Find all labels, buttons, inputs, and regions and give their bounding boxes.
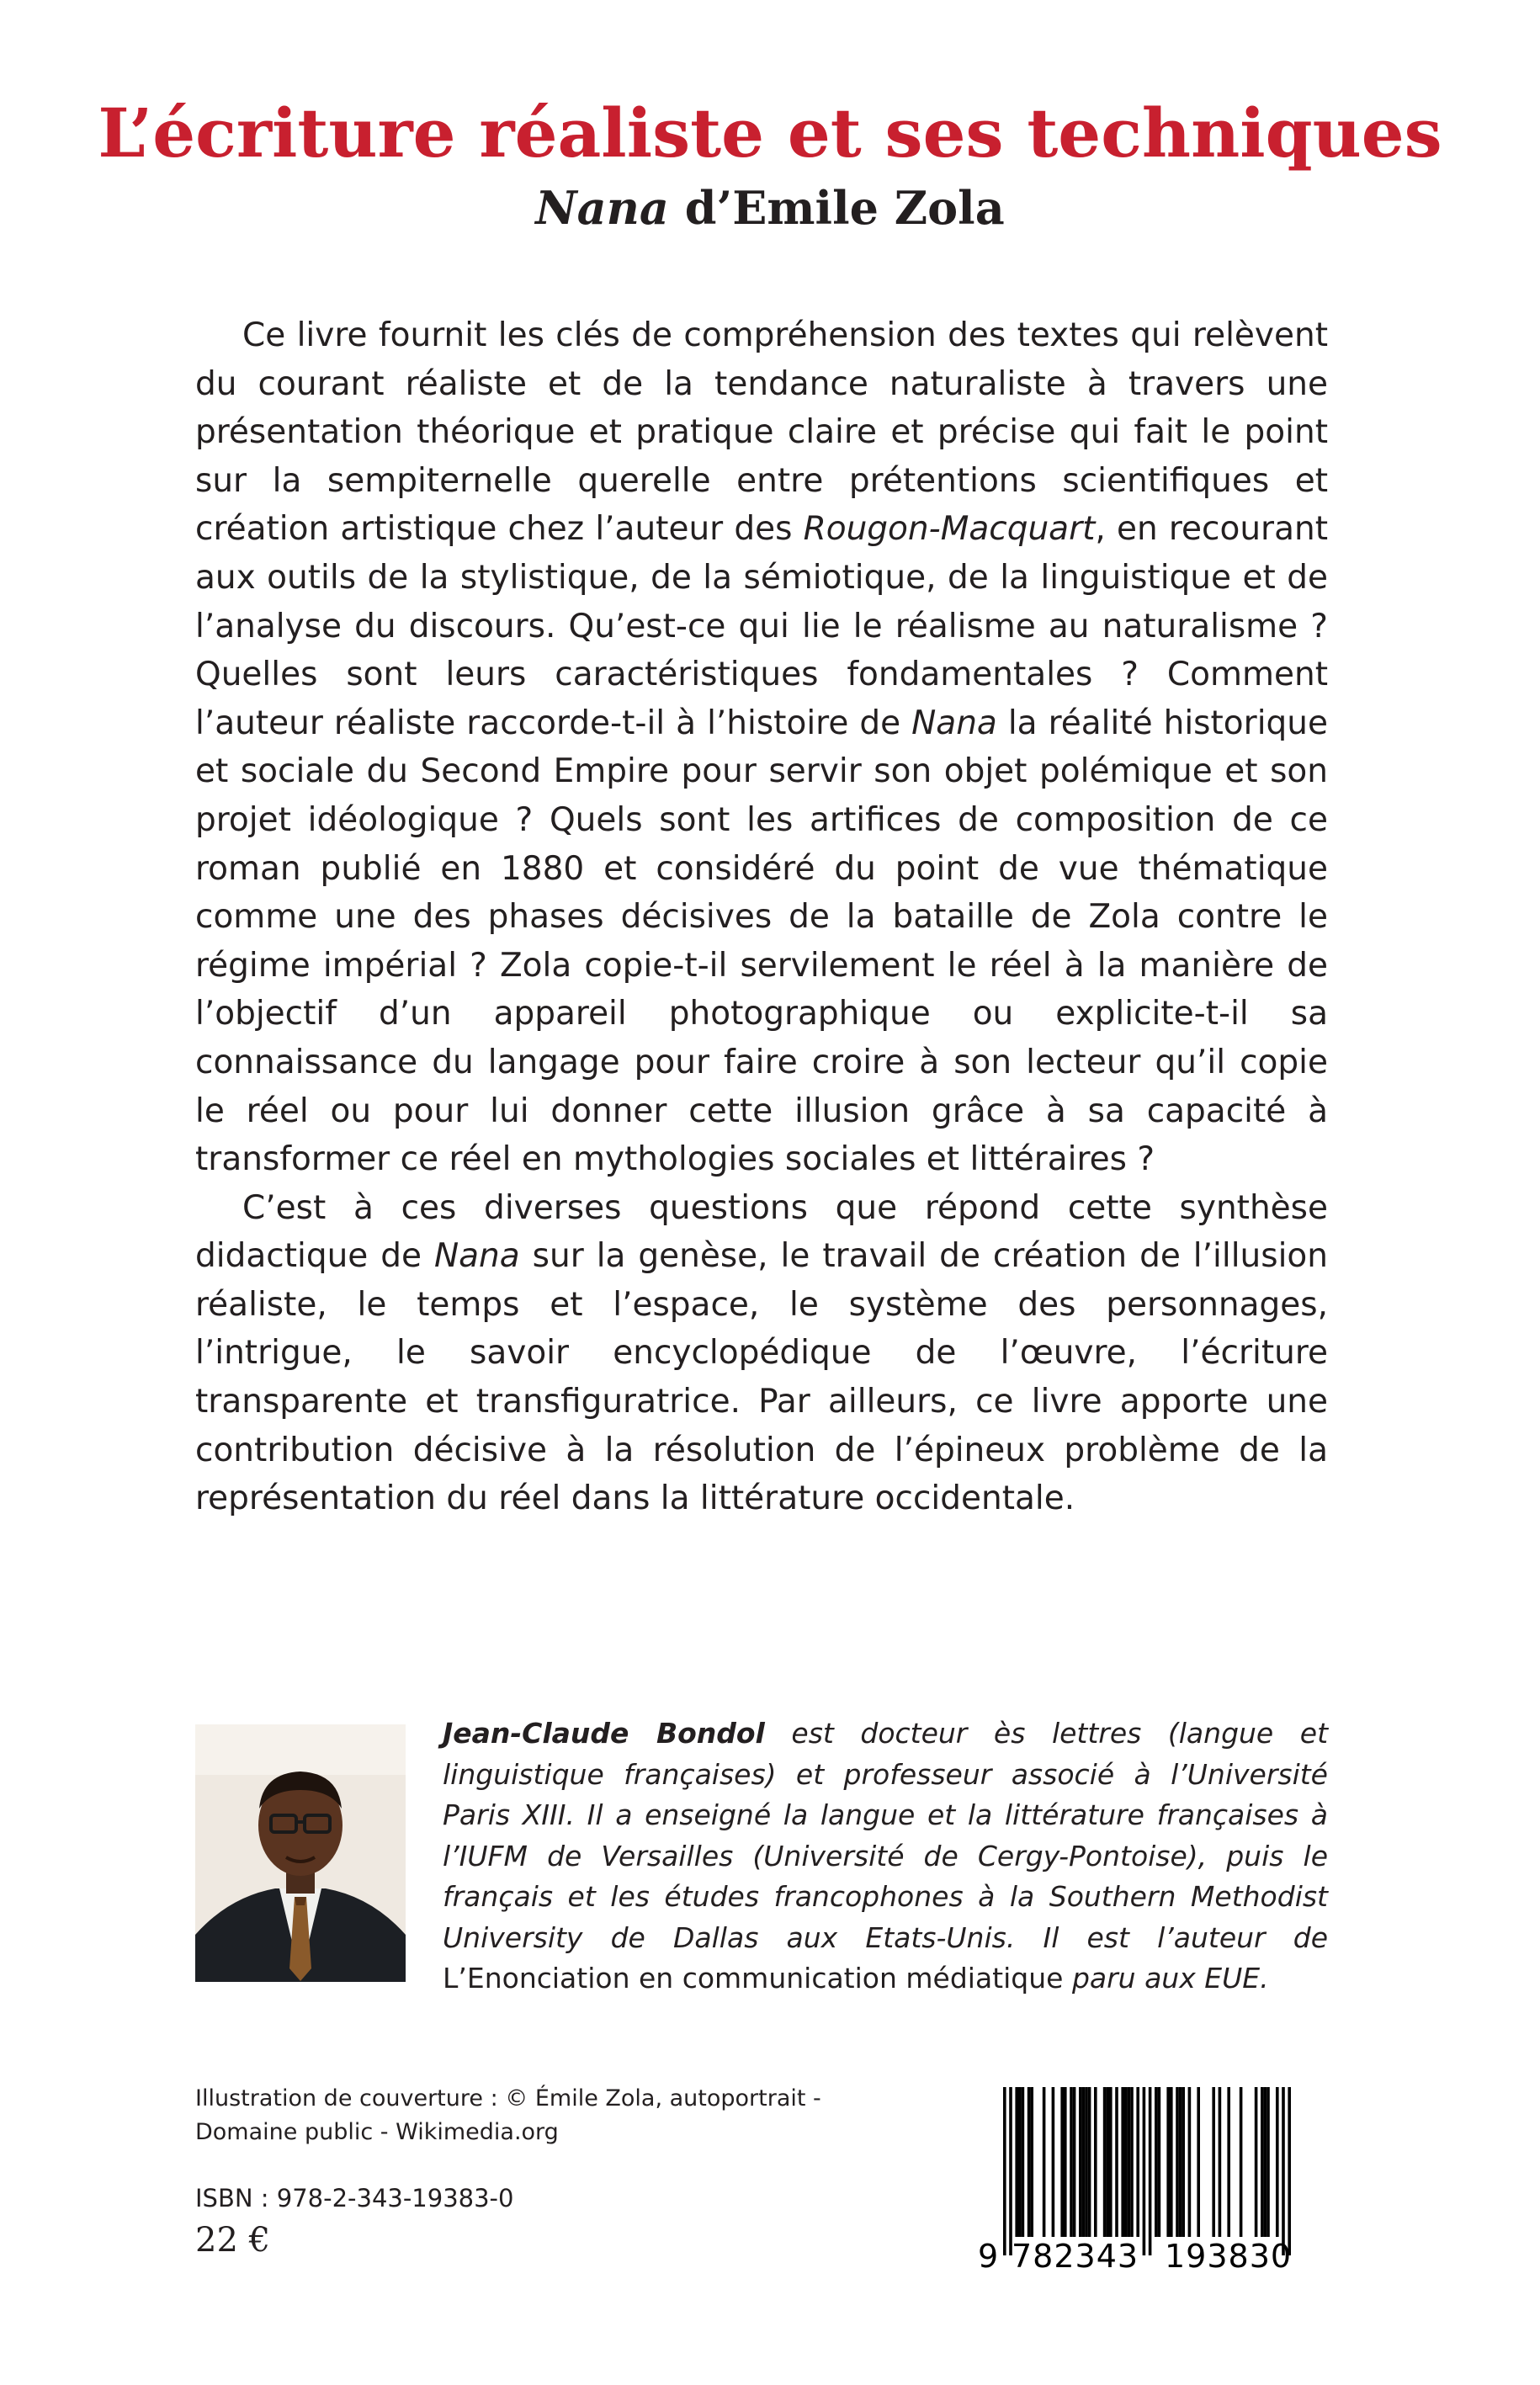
barcode-bar [1103, 2087, 1107, 2237]
summary-paragraph-1: Ce livre fournit les clés de compréhension des textes qui relèvent du courant réaliste et de la tendance naturaliste à travers une présentation théorique et pratique claire et précise qui fait le point sur la sempiternelle querelle entre prétentions scientifiques et création artistique chez l’auteur des Rougon-Macquart, en recourant aux outils de la stylistique, de la sémiotique, de la linguistique et de l’analyse du discours. Qu’est-ce qui lie le réalisme au naturalisme ? Quelles sont leurs caractéristiques fondamentales ? Comment l’auteur réaliste raccorde-t-il à l’histoire de Nana la réalité historique et sociale du Second Empire pour servir son objet polémique et son projet idéologique ? Quels sont les artifices de composition de ce roman publié en 1880 et considéré du point de vue thématique comme une des phases décisives de la bataille de Zola contre le régime impérial ? Zola copie-t-il servilement le réel à la manière de l’objectif d’un appareil photographique ou explicite-t-il sa connaissance du langage pour faire croire à son lecteur qu’il copie le réel ou pour lui donner cette illusion grâce à sa capacité à transformer ce réel en mythologies sociales et littéraires ? [195, 316, 1328, 1179]
barcode-bar [1176, 2087, 1179, 2237]
barcode-bar [1106, 2087, 1109, 2237]
barcode [978, 2087, 1328, 2276]
book-subtitle [0, 181, 1540, 235]
summary-text [195, 311, 1328, 1523]
barcode-bar [1255, 2087, 1258, 2237]
barcode-bar [1227, 2087, 1230, 2237]
barcode-bar [1170, 2087, 1173, 2237]
barcode-bar [1240, 2087, 1243, 2237]
work-title: Nana [911, 704, 997, 742]
barcode-bar [1079, 2087, 1082, 2237]
series-title: Rougon-Macquart [803, 510, 1096, 549]
barcode-bar [1015, 2087, 1018, 2237]
price: 22 € [195, 2221, 271, 2260]
barcode-bar [1073, 2087, 1076, 2237]
barcode-bar [1188, 2087, 1192, 2237]
barcode-bar [1212, 2087, 1215, 2237]
barcode-bar [1124, 2087, 1128, 2237]
barcode-bar [1276, 2087, 1279, 2237]
barcode-bar [1179, 2087, 1182, 2237]
book-title: L’écriture réaliste et ses techniques [98, 93, 1442, 173]
subtitle-author: d’Emile Zola [668, 181, 1005, 235]
work-title: Nana [433, 1237, 520, 1276]
barcode-bar [1155, 2087, 1158, 2237]
barcode-bar [1082, 2087, 1086, 2237]
barcode-bar [1070, 2087, 1073, 2237]
barcode-bar [1088, 2087, 1091, 2237]
barcode-bar [1009, 2087, 1012, 2255]
cover-credit [195, 2082, 936, 2149]
barcode-bar [1149, 2087, 1152, 2255]
cover-credit-line: Illustration de couverture : © Émile Zola, autoportrait - [195, 2085, 821, 2111]
summary-paragraph-2: C’est à ces diverses questions que répond cette synthèse didactique de Nana sur la genèse, le travail de création de l’illusion réaliste, le temps et l’espace, le système des personnages, l’intrigue, le savoir encyclopédique de l’œuvre, l’écriture transparente et transfiguratrice. Par ailleurs, ce livre apporte une contribution décisive à la résolution de l’épineux problème de la représentation du réel dans la littérature occidentale. [195, 1188, 1329, 1518]
barcode-bar [1197, 2087, 1200, 2237]
barcode-bar [1219, 2087, 1222, 2237]
barcode-bar [1109, 2087, 1113, 2237]
barcode-bar [1288, 2087, 1291, 2255]
barcode-bar [1158, 2087, 1161, 2237]
barcode-bar [1130, 2087, 1134, 2237]
author-bio: Jean-Claude Bondol est docteur ès lettres (langue et linguistique françaises) et professeur associé à l’Université Paris XIII. Il a enseigné la langue et la littérature françaises à l’IUFM de Versailles (Université de Cergy-Pontoise), puis le français et les études francophones à la Southern Methodist University de Dallas aux Etats-Unis. Il est l’auteur de L’Enonciation en communication médiatique paru aux EUE. [443, 1717, 1329, 1995]
barcode-bar [1136, 2087, 1139, 2237]
author-portrait-illustration [195, 1724, 406, 1982]
barcode-bar [1018, 2087, 1022, 2237]
barcode-bar [1166, 2087, 1170, 2237]
barcode-bar [1064, 2087, 1067, 2237]
barcode-bar [1022, 2087, 1025, 2237]
barcode-bar [1267, 2087, 1270, 2237]
barcode-first-digit: 9 [978, 2238, 1000, 2275]
author-book-title: L’Enonciation en communication médiatique [443, 1962, 1064, 1995]
barcode-bar [1060, 2087, 1064, 2237]
barcode-bar [1128, 2087, 1131, 2237]
barcode-bar [1143, 2087, 1146, 2255]
barcode-bar [1264, 2087, 1267, 2237]
barcode-left-digits: 782343 [1012, 2238, 1139, 2275]
barcode-bar [1085, 2087, 1088, 2237]
barcode-bar [1182, 2087, 1185, 2237]
barcode-bar [1043, 2087, 1046, 2237]
isbn: ISBN : 978-2-343-19383-0 [195, 2184, 514, 2212]
barcode-bar [1030, 2087, 1033, 2237]
barcode-number [978, 2237, 1328, 2276]
barcode-bar [1121, 2087, 1124, 2237]
barcode-bar [1094, 2087, 1097, 2237]
barcode-bar [1115, 2087, 1118, 2237]
barcode-bar [1052, 2087, 1055, 2237]
author-name: Jean-Claude Bondol [443, 1717, 765, 1750]
barcode-bar [1261, 2087, 1264, 2237]
barcode-bar [1282, 2087, 1285, 2255]
barcode-bar [1003, 2087, 1006, 2255]
cover-credit-line: Domaine public - Wikimedia.org [195, 2119, 559, 2145]
author-photo [195, 1724, 406, 1982]
barcode-right-digits: 193830 [1165, 2238, 1293, 2275]
barcode-bar [1028, 2087, 1031, 2237]
subtitle-work-title: Nana [535, 181, 669, 235]
